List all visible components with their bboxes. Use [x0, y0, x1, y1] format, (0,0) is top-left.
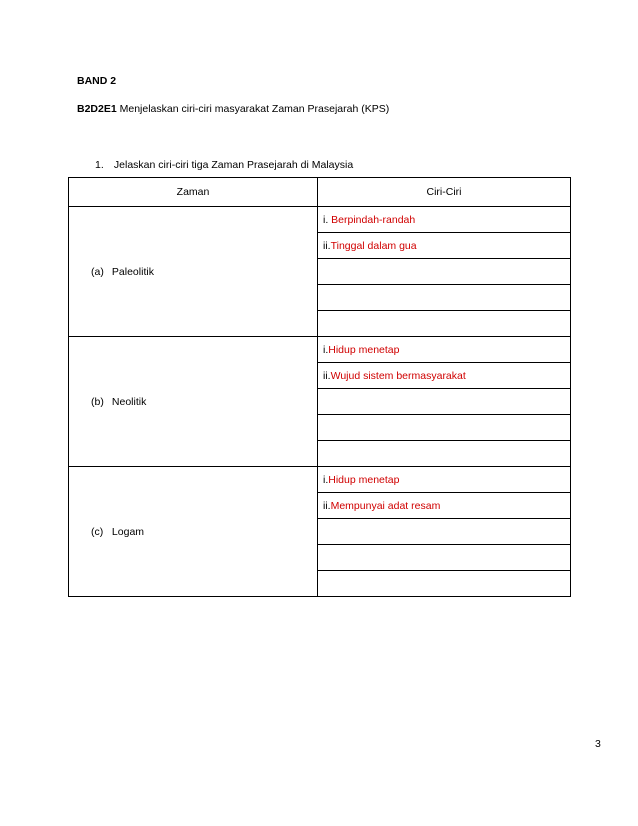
characteristic-cell — [318, 363, 571, 389]
question — [95, 159, 353, 171]
blank-answer-cell[interactable] — [318, 545, 571, 571]
blank-answer-cell[interactable] — [318, 571, 571, 597]
roman-numeral: i. — [323, 213, 332, 226]
roman-numeral: ii. — [323, 239, 331, 252]
characteristic-answer: Wujud sistem bermasyarakat — [330, 369, 466, 382]
objective-text: Menjelaskan ciri-ciri masyarakat Zaman Prasejarah (KPS) — [119, 103, 390, 115]
page-number: 3 — [595, 738, 601, 750]
characteristic-answer: Berpindah-randah — [331, 213, 416, 226]
characteristic-answer: Hidup menetap — [328, 343, 400, 356]
learning-objective — [77, 103, 389, 115]
era-label: (c) — [91, 525, 104, 538]
era-label: (b) — [91, 395, 104, 408]
era-label: (a) — [91, 265, 104, 278]
characteristic-answer: Mempunyai adat resam — [330, 499, 441, 512]
blank-answer-cell[interactable] — [318, 519, 571, 545]
table-row — [69, 207, 571, 233]
blank-answer-cell[interactable] — [318, 285, 571, 311]
blank-answer-cell[interactable] — [318, 441, 571, 467]
characteristic-answer: Hidup menetap — [328, 473, 400, 486]
era-cell-paleolitik — [69, 207, 318, 337]
question-number: 1. — [95, 159, 104, 171]
header-zaman: Zaman — [69, 178, 318, 207]
blank-answer-cell[interactable] — [318, 415, 571, 441]
table-row — [69, 337, 571, 363]
era-name: Neolitik — [111, 395, 147, 408]
question-text: Jelaskan ciri-ciri tiga Zaman Prasejarah di Malaysia — [113, 159, 354, 171]
characteristic-answer: Tinggal dalam gua — [330, 239, 417, 252]
characteristic-cell — [318, 467, 571, 493]
characteristic-cell — [318, 233, 571, 259]
characteristic-cell — [318, 207, 571, 233]
blank-answer-cell[interactable] — [318, 389, 571, 415]
roman-numeral: i. — [323, 473, 329, 486]
blank-answer-cell[interactable] — [318, 259, 571, 285]
blank-answer-cell[interactable] — [318, 311, 571, 337]
table-row — [69, 467, 571, 493]
table-header-row — [69, 178, 571, 207]
band-heading: BAND 2 — [77, 75, 117, 87]
era-name: Paleolitik — [111, 265, 154, 278]
objective-code: B2D2E1 — [77, 103, 117, 115]
answer-table — [68, 177, 571, 597]
era-cell-logam — [69, 467, 318, 597]
characteristic-cell — [318, 493, 571, 519]
header-ciri-ciri: Ciri-Ciri — [318, 178, 571, 207]
characteristic-cell — [318, 337, 571, 363]
era-name: Logam — [111, 525, 145, 538]
roman-numeral: ii. — [323, 499, 331, 512]
era-cell-neolitik — [69, 337, 318, 467]
roman-numeral: i. — [323, 343, 329, 356]
roman-numeral: ii. — [323, 369, 331, 382]
